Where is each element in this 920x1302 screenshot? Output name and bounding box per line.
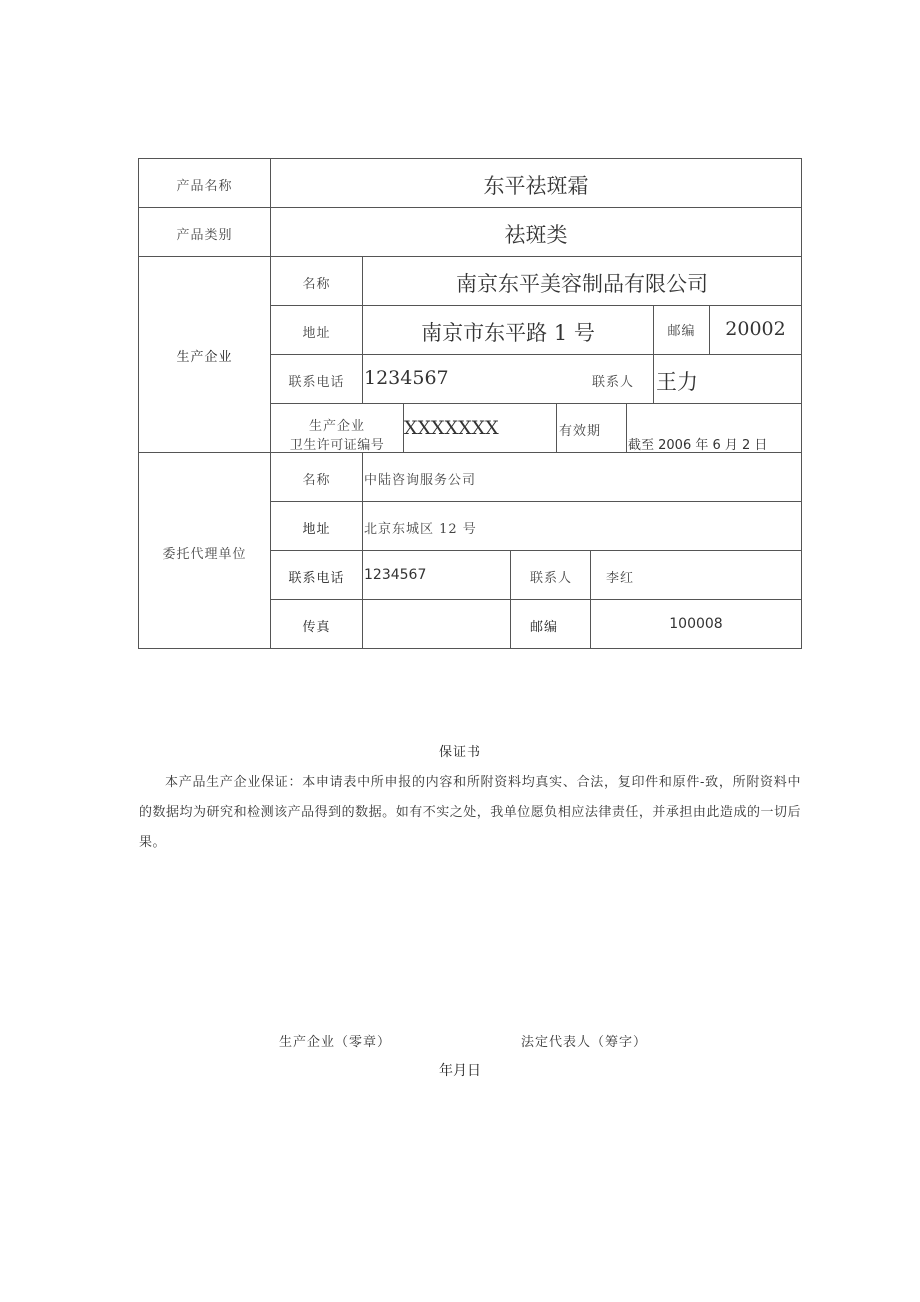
column-divider: [556, 403, 557, 453]
row-divider: [270, 354, 802, 355]
agent-name-value: 中陆咨询服务公司: [364, 473, 477, 488]
product-name-value: 东平祛斑霜: [483, 174, 589, 198]
certificate-title: 保证书: [438, 745, 481, 760]
product-category-value: 祛斑类: [504, 223, 568, 247]
manufacturer-license-value: XXXXXXX: [404, 417, 499, 439]
column-divider: [590, 550, 591, 649]
manufacturer-license-label-line2: 卫生许可证编号: [289, 438, 385, 453]
manufacturer-license-label-line1: 生产企业: [308, 419, 365, 434]
agent-postcode-value: 100008: [669, 616, 723, 632]
row-divider: [138, 207, 802, 208]
row-divider: [270, 403, 802, 404]
row-divider: [270, 599, 802, 600]
column-divider: [362, 452, 363, 649]
date-label: 年月日: [439, 1063, 481, 1079]
manufacturer-section-label: 生产企业: [176, 350, 233, 365]
seal-label: 生产企业（零章）: [279, 1035, 392, 1050]
manufacturer-contact-value: 王力: [656, 370, 698, 394]
manufacturer-address-value: 南京市东平路 1 号: [421, 321, 595, 345]
agent-contact-value: 李红: [606, 571, 635, 586]
manufacturer-address-label: 地址: [302, 326, 331, 341]
row-divider: [138, 256, 802, 257]
manufacturer-postcode-label: 邮编: [667, 324, 696, 339]
product-name-label: 产品名称: [176, 179, 233, 194]
agent-section-label: 委托代理单位: [162, 547, 247, 562]
manufacturer-name-label: 名称: [302, 277, 331, 292]
agent-phone-label: 联系电话: [288, 571, 345, 586]
agent-address-value: 北京东城区 12 号: [364, 522, 477, 537]
agent-postcode-label: 邮编: [530, 620, 559, 635]
agent-fax-label: 传真: [302, 620, 331, 635]
table-border-bottom: [138, 648, 802, 649]
certificate-body: 本产品生产企业保证：本申请表中所申报的内容和所附资料均真实、合法，复印件和原件-致，所附资料中的数据均为研究和检测该产品得到的数据。如有不实之处，我单位愿负相应法律责任，并承担由此造成的一切后果。: [139, 775, 801, 850]
manufacturer-phone-value: 1234567: [364, 367, 449, 389]
row-divider: [270, 550, 802, 551]
column-divider: [626, 403, 627, 453]
row-divider: [270, 305, 802, 306]
agent-address-label: 地址: [302, 522, 331, 537]
manufacturer-validity-value: 截至 2006 年 6 月 2 日: [628, 438, 768, 453]
product-category-label: 产品类别: [176, 228, 233, 243]
agent-name-label: 名称: [302, 473, 331, 488]
table-border-top: [138, 158, 802, 159]
row-divider: [270, 501, 802, 502]
manufacturer-name-value: 南京东平美容制品有限公司: [456, 272, 708, 296]
agent-phone-value: 1234567: [364, 567, 427, 583]
signature-label: 法定代表人（筹字）: [521, 1035, 648, 1050]
manufacturer-validity-label: 有效期: [559, 424, 602, 439]
column-divider: [510, 550, 511, 649]
agent-contact-label: 联系人: [530, 571, 573, 586]
manufacturer-postcode-value: 20002: [725, 318, 786, 340]
manufacturer-contact-label: 联系人: [592, 375, 635, 390]
manufacturer-phone-label: 联系电话: [288, 375, 345, 390]
